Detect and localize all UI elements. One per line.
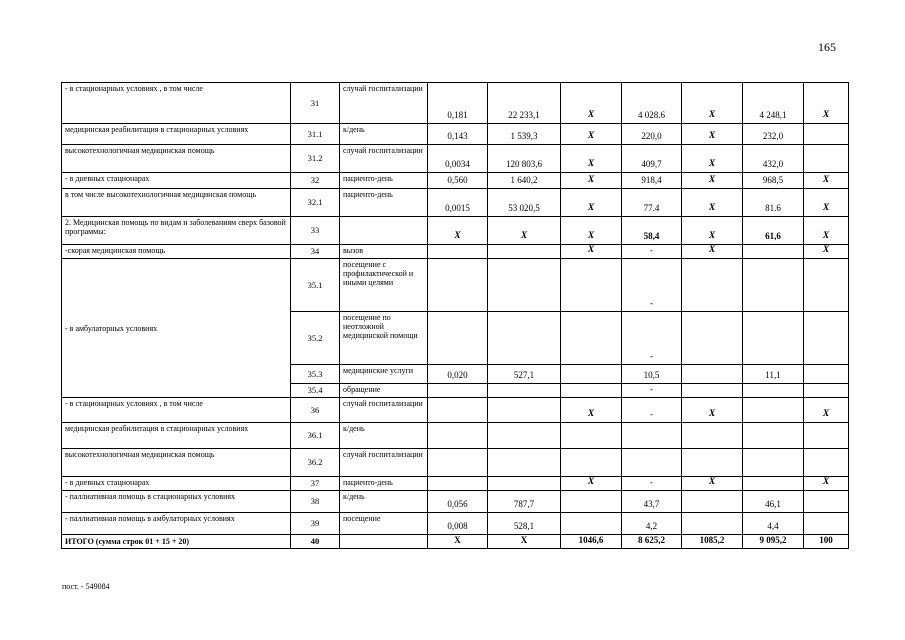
total-label: ИТОГО (сумма строк 01 + 15 + 20) bbox=[62, 535, 291, 549]
row-number: 36.2 bbox=[291, 449, 340, 477]
value-cell bbox=[804, 259, 849, 312]
row-number: 32.1 bbox=[291, 189, 340, 217]
value-cell bbox=[428, 245, 488, 259]
row-label: 2. Медицинская помощь по видам и заболеваниям сверх базовой программы: bbox=[62, 217, 291, 245]
value-cell bbox=[561, 513, 622, 535]
row-label: высокотехнологичная медицинская помощь bbox=[62, 449, 291, 477]
row-number: 39 bbox=[291, 513, 340, 535]
row-number: 34 bbox=[291, 245, 340, 259]
value-cell bbox=[561, 449, 622, 477]
value-cell: 232,0 bbox=[743, 124, 804, 145]
total-value-cell: X bbox=[488, 535, 561, 549]
row-label: высокотехнологичная медицинская помощь bbox=[62, 145, 291, 173]
value-cell: X bbox=[561, 124, 622, 145]
table-row bbox=[62, 173, 849, 189]
table-row bbox=[62, 513, 849, 535]
value-cell: 11,1 bbox=[743, 365, 804, 384]
total-number: 40 bbox=[291, 535, 340, 549]
value-cell: X bbox=[804, 245, 849, 259]
value-cell: - bbox=[622, 398, 682, 423]
value-cell bbox=[804, 365, 849, 384]
value-cell: 0,0015 bbox=[428, 189, 488, 217]
row-number: 36 bbox=[291, 398, 340, 423]
value-cell: X bbox=[561, 477, 622, 491]
row-label: в том числе высокотехнологичная медицинская помощь bbox=[62, 189, 291, 217]
value-cell: X bbox=[804, 217, 849, 245]
value-cell bbox=[488, 477, 561, 491]
value-cell bbox=[561, 384, 622, 398]
value-cell: X bbox=[561, 217, 622, 245]
value-cell: 0,181 bbox=[428, 83, 488, 124]
row-label: - в дневных стационарах bbox=[62, 477, 291, 491]
row-label: - в стационарных условиях , в том числе bbox=[62, 83, 291, 124]
value-cell: X bbox=[561, 398, 622, 423]
value-cell bbox=[561, 312, 622, 365]
value-cell: X bbox=[804, 173, 849, 189]
row-unit: к/день bbox=[340, 423, 428, 449]
value-cell: - bbox=[622, 245, 682, 259]
value-cell: X bbox=[561, 83, 622, 124]
value-cell bbox=[682, 365, 743, 384]
value-cell bbox=[428, 312, 488, 365]
table-row bbox=[62, 217, 849, 245]
value-cell: 4,2 bbox=[622, 513, 682, 535]
value-cell: 22 233,1 bbox=[488, 83, 561, 124]
budget-table bbox=[61, 82, 849, 549]
row-label: - паллиативная помощь в стационарных условиях bbox=[62, 491, 291, 513]
value-cell: X bbox=[682, 145, 743, 173]
row-number: 31.2 bbox=[291, 145, 340, 173]
table-row bbox=[62, 145, 849, 173]
row-label: - паллиативная помощь в амбулаторных условиях bbox=[62, 513, 291, 535]
value-cell: X bbox=[561, 189, 622, 217]
value-cell bbox=[682, 384, 743, 398]
value-cell: 1 539,3 bbox=[488, 124, 561, 145]
value-cell bbox=[428, 477, 488, 491]
row-unit: пациенто-день bbox=[340, 477, 428, 491]
value-cell: X bbox=[804, 398, 849, 423]
row-unit: к/день bbox=[340, 491, 428, 513]
value-cell bbox=[622, 423, 682, 449]
total-value-cell: 9 095,2 bbox=[743, 535, 804, 549]
row-unit: случай госпитализации bbox=[340, 398, 428, 423]
table-row bbox=[62, 423, 849, 449]
row-number: 35.1 bbox=[291, 259, 340, 312]
value-cell bbox=[488, 398, 561, 423]
value-cell bbox=[561, 259, 622, 312]
table-row bbox=[62, 124, 849, 145]
value-cell bbox=[488, 423, 561, 449]
value-cell: X bbox=[682, 245, 743, 259]
value-cell bbox=[804, 423, 849, 449]
value-cell bbox=[804, 384, 849, 398]
value-cell: 43,7 bbox=[622, 491, 682, 513]
row-unit bbox=[340, 217, 428, 245]
row-label: - в амбулаторных условиях bbox=[62, 259, 291, 398]
value-cell: 120 803,6 bbox=[488, 145, 561, 173]
total-value-cell: 1046,6 bbox=[561, 535, 622, 549]
value-cell bbox=[561, 365, 622, 384]
value-cell bbox=[743, 423, 804, 449]
value-cell: X bbox=[682, 217, 743, 245]
total-value-cell: X bbox=[428, 535, 488, 549]
row-unit: посещение с профилактической и иными целями bbox=[340, 259, 428, 312]
value-cell bbox=[804, 124, 849, 145]
row-label: медицинская реабилитация в стационарных условиях bbox=[62, 124, 291, 145]
value-cell bbox=[428, 384, 488, 398]
row-unit: случай госпитализации bbox=[340, 145, 428, 173]
row-label: - в дневных стационарах bbox=[62, 173, 291, 189]
total-unit bbox=[340, 535, 428, 549]
value-cell bbox=[488, 449, 561, 477]
value-cell: - bbox=[622, 384, 682, 398]
value-cell bbox=[743, 259, 804, 312]
value-cell bbox=[682, 449, 743, 477]
value-cell: X bbox=[428, 217, 488, 245]
row-unit: медицинские услуги bbox=[340, 365, 428, 384]
value-cell: - bbox=[622, 312, 682, 365]
value-cell: 77.4 bbox=[622, 189, 682, 217]
value-cell: 918,4 bbox=[622, 173, 682, 189]
row-unit: случай госпитализации bbox=[340, 449, 428, 477]
value-cell: X bbox=[682, 173, 743, 189]
value-cell bbox=[428, 423, 488, 449]
row-number: 38 bbox=[291, 491, 340, 513]
value-cell: 46,1 bbox=[743, 491, 804, 513]
value-cell: 528,1 bbox=[488, 513, 561, 535]
value-cell bbox=[804, 513, 849, 535]
table-row bbox=[62, 449, 849, 477]
table-row bbox=[62, 83, 849, 124]
value-cell bbox=[488, 384, 561, 398]
value-cell: 4 248,1 bbox=[743, 83, 804, 124]
row-label: - в стационарных условиях , в том числе bbox=[62, 398, 291, 423]
total-row bbox=[62, 535, 849, 549]
value-cell: 432,0 bbox=[743, 145, 804, 173]
value-cell: 968,5 bbox=[743, 173, 804, 189]
row-unit: посещение по неотложной медицинской помощи bbox=[340, 312, 428, 365]
value-cell: 0,0034 bbox=[428, 145, 488, 173]
value-cell bbox=[682, 312, 743, 365]
value-cell: 0,056 bbox=[428, 491, 488, 513]
table-row bbox=[62, 398, 849, 423]
table-row bbox=[62, 189, 849, 217]
value-cell: 10,5 bbox=[622, 365, 682, 384]
row-number: 35.3 bbox=[291, 365, 340, 384]
value-cell bbox=[488, 312, 561, 365]
row-number: 31.1 bbox=[291, 124, 340, 145]
value-cell: - bbox=[622, 259, 682, 312]
value-cell: 0,008 bbox=[428, 513, 488, 535]
row-label: медицинская реабилитация в стационарных условиях bbox=[62, 423, 291, 449]
value-cell bbox=[682, 491, 743, 513]
value-cell bbox=[488, 259, 561, 312]
value-cell: X bbox=[682, 189, 743, 217]
value-cell bbox=[743, 477, 804, 491]
value-cell bbox=[682, 423, 743, 449]
total-value-cell: 100 bbox=[804, 535, 849, 549]
value-cell: X bbox=[682, 477, 743, 491]
row-number: 32 bbox=[291, 173, 340, 189]
value-cell bbox=[428, 398, 488, 423]
value-cell bbox=[682, 513, 743, 535]
total-value-cell: 8 625,2 bbox=[622, 535, 682, 549]
value-cell bbox=[561, 423, 622, 449]
value-cell: 81.6 bbox=[743, 189, 804, 217]
value-cell: X bbox=[561, 145, 622, 173]
row-number: 37 bbox=[291, 477, 340, 491]
row-unit: посещение bbox=[340, 513, 428, 535]
value-cell: - bbox=[622, 477, 682, 491]
value-cell bbox=[743, 312, 804, 365]
value-cell: X bbox=[804, 83, 849, 124]
value-cell: 53 020,5 bbox=[488, 189, 561, 217]
value-cell bbox=[743, 398, 804, 423]
value-cell: 1 640,2 bbox=[488, 173, 561, 189]
value-cell: 4 028.6 bbox=[622, 83, 682, 124]
value-cell bbox=[743, 384, 804, 398]
value-cell bbox=[743, 449, 804, 477]
row-label: -скорая медицинская помощь bbox=[62, 245, 291, 259]
value-cell: 4,4 bbox=[743, 513, 804, 535]
table-row bbox=[62, 491, 849, 513]
value-cell: 787,7 bbox=[488, 491, 561, 513]
value-cell: 0,020 bbox=[428, 365, 488, 384]
row-unit: вызов bbox=[340, 245, 428, 259]
value-cell: X bbox=[804, 189, 849, 217]
value-cell bbox=[743, 245, 804, 259]
row-number: 36.1 bbox=[291, 423, 340, 449]
value-cell: 61,6 bbox=[743, 217, 804, 245]
page-number: 165 bbox=[818, 40, 836, 54]
value-cell: 527,1 bbox=[488, 365, 561, 384]
value-cell: 58,4 bbox=[622, 217, 682, 245]
table-row bbox=[62, 477, 849, 491]
value-cell: X bbox=[682, 398, 743, 423]
value-cell: 0,143 bbox=[428, 124, 488, 145]
value-cell: 0,560 bbox=[428, 173, 488, 189]
table-row bbox=[62, 245, 849, 259]
value-cell bbox=[561, 491, 622, 513]
value-cell bbox=[804, 312, 849, 365]
value-cell bbox=[622, 449, 682, 477]
value-cell bbox=[682, 259, 743, 312]
row-unit: пациенто-день bbox=[340, 189, 428, 217]
table-row bbox=[62, 259, 849, 312]
value-cell bbox=[428, 259, 488, 312]
value-cell: 220,0 bbox=[622, 124, 682, 145]
total-value-cell: 1085,2 bbox=[682, 535, 743, 549]
row-number: 35.2 bbox=[291, 312, 340, 365]
value-cell: 409,7 bbox=[622, 145, 682, 173]
value-cell bbox=[804, 449, 849, 477]
row-unit: обращение bbox=[340, 384, 428, 398]
value-cell: X bbox=[804, 477, 849, 491]
value-cell bbox=[804, 491, 849, 513]
value-cell: X bbox=[682, 124, 743, 145]
value-cell: X bbox=[561, 245, 622, 259]
value-cell bbox=[488, 245, 561, 259]
row-unit: к/день bbox=[340, 124, 428, 145]
row-number: 33 bbox=[291, 217, 340, 245]
row-unit: пациенто-день bbox=[340, 173, 428, 189]
row-unit: случай госпитализации bbox=[340, 83, 428, 124]
row-number: 31 bbox=[291, 83, 340, 124]
value-cell: X bbox=[561, 173, 622, 189]
row-number: 35.4 bbox=[291, 384, 340, 398]
value-cell bbox=[804, 145, 849, 173]
value-cell: X bbox=[682, 83, 743, 124]
value-cell: X bbox=[488, 217, 561, 245]
footer-note: пост. - 549084 bbox=[62, 582, 110, 591]
value-cell bbox=[428, 449, 488, 477]
